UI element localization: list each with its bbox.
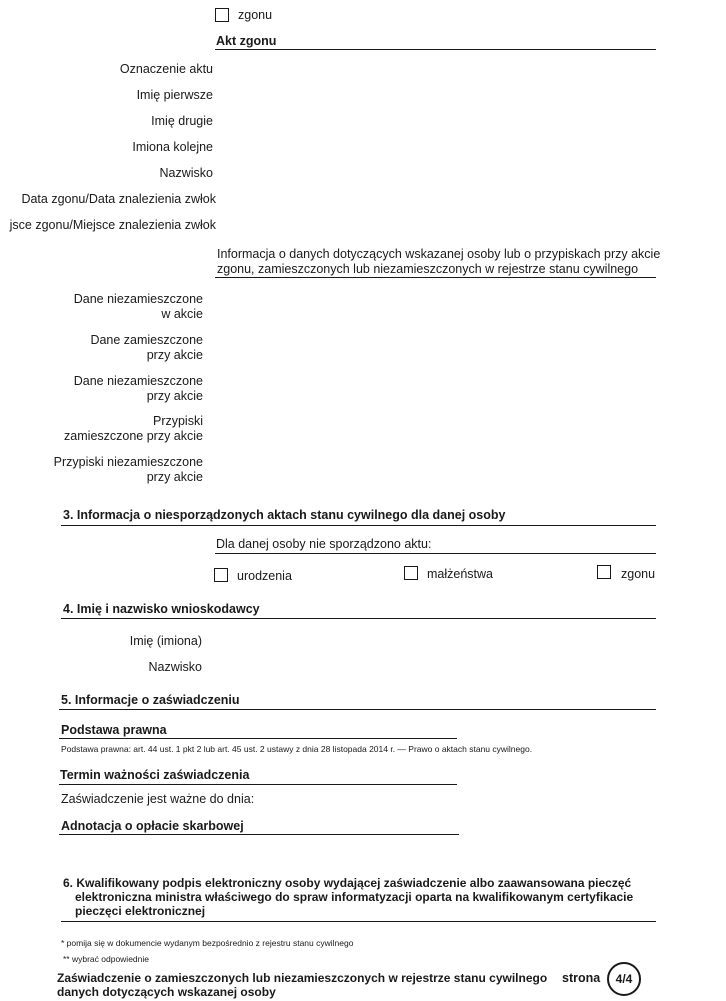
info-item-5-line2: przy akcie — [146, 470, 203, 484]
info-item-2 — [8, 333, 203, 363]
footnote-2: ** wybrać odpowiednie — [63, 954, 149, 964]
field-surname: Nazwisko — [159, 166, 213, 180]
info-item-5-line1: Przypiski niezamieszczone — [53, 455, 203, 469]
validity-rule — [59, 784, 457, 785]
legal-basis-heading: Podstawa prawna — [61, 723, 167, 737]
field-death-place: jsce zgonu/Miejsce znalezienia zwłok — [9, 218, 216, 232]
death-record-heading-rule — [215, 49, 656, 50]
checkbox-death-top[interactable] — [215, 8, 229, 22]
section-3-subheading-rule — [215, 553, 656, 554]
footnote-1: * pomija się w dokumencie wydanym bezpośrednio z rejestru stanu cywilnego — [61, 938, 354, 948]
info-item-2-line2: przy akcie — [146, 348, 203, 362]
checkbox-marriage[interactable] — [404, 566, 418, 580]
section-3-subheading: Dla danej osoby nie sporządzono aktu: — [216, 537, 432, 551]
section-5-rule — [59, 709, 656, 710]
legal-basis-text: Podstawa prawna: art. 44 ust. 1 pkt 2 lub art. 45 ust. 2 ustawy z dnia 28 listopada 2014 r. — Prawo o aktach stanu cywilnego. — [61, 744, 533, 754]
section-3-rule — [61, 525, 656, 526]
section-6-rule — [61, 921, 656, 922]
checkbox-death[interactable] — [597, 565, 611, 579]
section-6-line2: elektroniczna ministra właściwego do spraw informatyzacji oparta na kwalifikowanym certyfikacie — [75, 890, 634, 904]
checkbox-death-label: zgonu — [621, 567, 656, 581]
section-6-line3: pieczęci elektronicznej — [75, 904, 206, 918]
field-record-number: Oznaczenie aktu — [119, 62, 213, 76]
section-4-rule — [61, 618, 656, 619]
info-block-heading-rule — [215, 277, 656, 278]
field-death-date: Data zgonu/Data znalezienia zwłok — [21, 192, 216, 206]
info-item-1-line2: w akcie — [161, 307, 203, 321]
info-block-heading-2: zgonu, zamieszczonych lub niezamieszczonych w rejestrze stanu cywilnego — [217, 262, 639, 276]
validity-heading: Termin ważności zaświadczenia — [60, 768, 250, 782]
validity-text: Zaświadczenie jest ważne do dnia: — [61, 792, 255, 806]
footer-title-line1: Zaświadczenie o zamieszczonych lub niezamieszczonych w rejestrze stanu cywilnego — [57, 971, 548, 985]
info-item-4-line2: zamieszczone przy akcie — [64, 429, 203, 443]
applicant-first-name: Imię (imiona) — [129, 634, 202, 648]
field-death-place-clip — [0, 218, 216, 234]
section-5-title: 5. Informacje o zaświadczeniu — [61, 693, 240, 707]
footer-page-label: strona — [562, 971, 601, 985]
section-4-title: 4. Imię i nazwisko wnioskodawcy — [63, 602, 260, 616]
field-other-names: Imiona kolejne — [132, 140, 213, 154]
applicant-surname: Nazwisko — [148, 660, 202, 674]
info-item-1 — [8, 292, 203, 322]
info-block-heading-1: Informacja o danych dotyczących wskazanej osoby lub o przypiskach przy akcie — [217, 247, 661, 261]
page-number-badge — [607, 962, 641, 996]
info-item-4-line1: Przypiski — [152, 414, 203, 428]
checkbox-death-top-label: zgonu — [238, 8, 273, 22]
checkbox-birth-label: urodzenia — [237, 569, 292, 583]
field-second-name: Imię drugie — [151, 114, 213, 128]
section-3-title: 3. Informacja o niesporządzonych aktach stanu cywilnego dla danej osoby — [63, 508, 506, 522]
checkbox-birth[interactable] — [214, 568, 228, 582]
info-item-3-line2: przy akcie — [146, 389, 203, 403]
checkbox-marriage-label: małżeństwa — [427, 567, 493, 581]
page-number: 4/4 — [615, 972, 633, 986]
info-item-1-line1: Dane niezamieszczone — [73, 292, 203, 306]
info-item-2-line1: Dane zamieszczone — [90, 333, 203, 347]
field-first-name: Imię pierwsze — [136, 88, 213, 102]
info-item-3-line1: Dane niezamieszczone — [73, 374, 203, 388]
info-item-3 — [8, 374, 203, 404]
fee-rule — [59, 834, 459, 835]
death-record-heading: Akt zgonu — [216, 34, 277, 48]
section-6-line1: 6. Kwalifikowany podpis elektroniczny osoby wydającej zaświadczenie albo zaawansowana pieczęć — [63, 876, 632, 890]
info-item-4 — [8, 414, 203, 444]
footer-title-line2: danych dotyczących wskazanej osoby — [57, 985, 276, 999]
info-item-5 — [8, 455, 203, 485]
legal-basis-rule — [59, 738, 457, 739]
fee-heading: Adnotacja o opłacie skarbowej — [61, 819, 244, 833]
